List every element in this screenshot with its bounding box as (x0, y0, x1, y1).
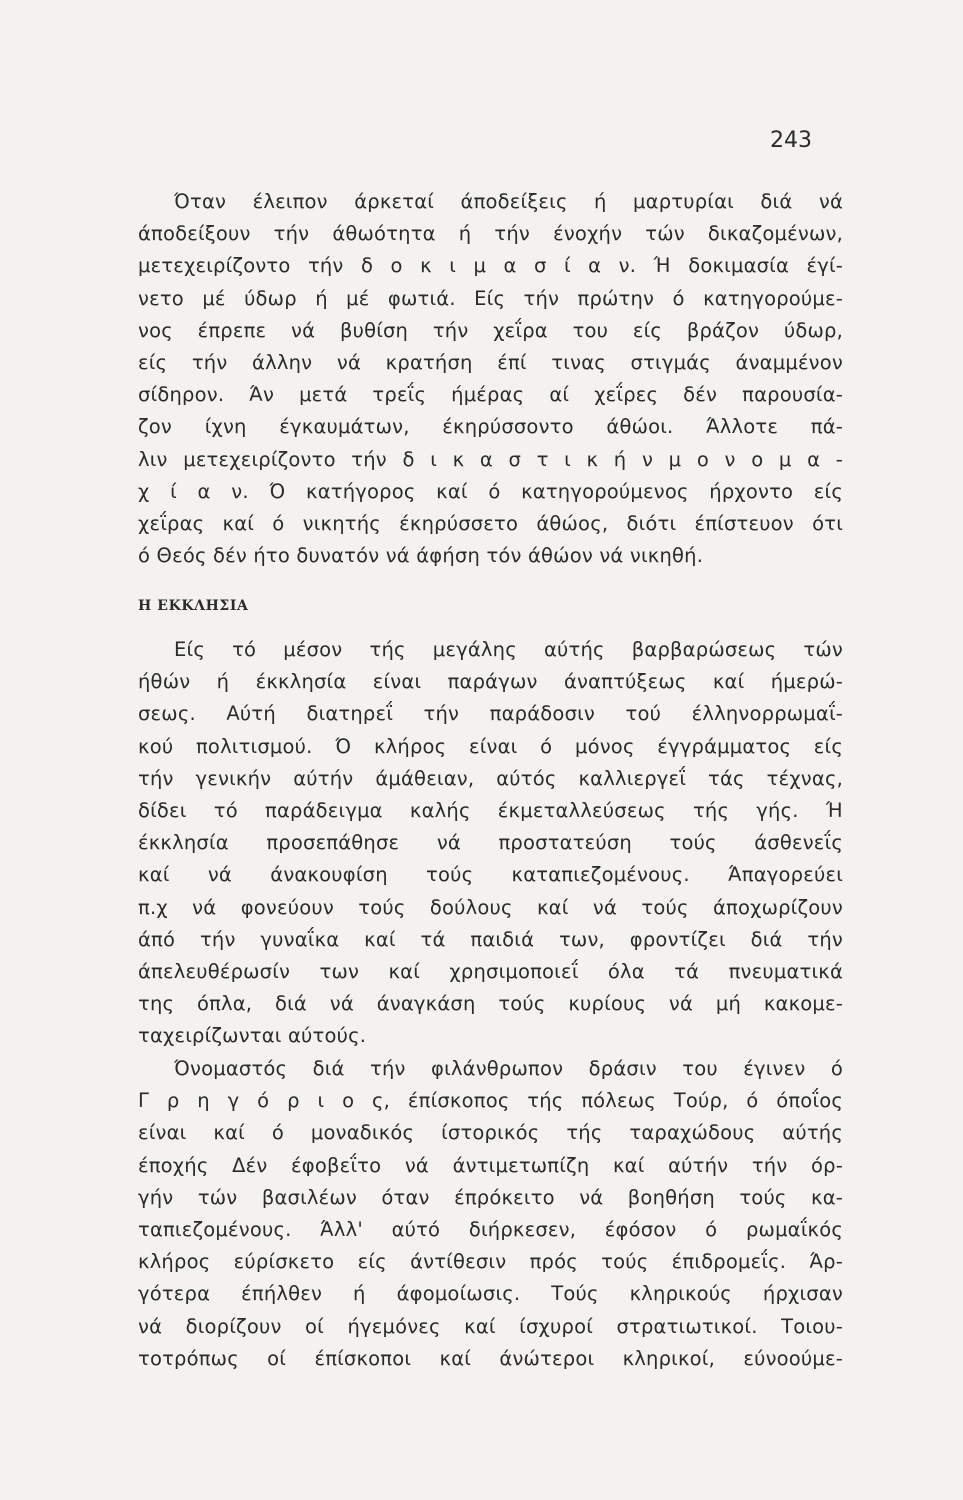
text-line: τήν γενικήν αύτήν άμάθειαν, αύτός καλλιεργεΐ τάς τέχνας, (138, 766, 843, 790)
text-line: άπελευθέρωσίν των καί χρησιμοποιεΐ όλα τά πνευματικά (138, 959, 843, 983)
text-line: Όνομαστός διά τήν φιλάνθρωπον δράσιν του έγινεν ό (174, 1057, 843, 1080)
text-line: κλήρος εύρίσκετο είς άντίθεσιν πρός τούς έπιδρομεΐς. Άρ- (138, 1250, 843, 1274)
text-line: είναι καί ό μοναδικός ίστορικός τής ταραχώδους αύτής (138, 1121, 843, 1145)
text-line: είς τήν άλλην νά κρατήση έπί τινας στιγμάς άναμμένον (138, 350, 843, 374)
text-line: Όταν έλειπον άρκεταί άποδείξεις ή μαρτυρίαι διά νά (174, 190, 843, 213)
paragraph-gregory (138, 1053, 843, 1375)
text-line: άποδείξουν τήν άθωότητα ή τήν ένοχήν τών δικαζομένων, (138, 222, 843, 246)
section-heading: Η ΕΚΚΛΗΣΙΑ (138, 598, 249, 614)
text-line: καί νά άνακουφίση τούς καταπιεζομένους. Άπαγορεύει (138, 863, 843, 887)
text-line: έποχής Δέν έφοβεΐτο νά άντιμετωπίζη καί αύτήν τήν όρ- (138, 1153, 843, 1177)
text-line: της όπλα, διά νά άναγκάση τούς κυρίους νά μή κακομε- (138, 992, 843, 1016)
text-line: άπό τήν γυναΐκα καί τά παιδιά των, φροντίζει διά τήν (138, 927, 843, 951)
text-line: ήθών ή έκκλησία είναι παράγων άναπτύξεως καί ήμερώ- (138, 670, 843, 694)
text-line: ταπιεζομένους. Άλλ' αύτό διήρκεσεν, έφόσον ό ρωμαΐκός (138, 1217, 843, 1241)
text-line: Γ ρ η γ ό ρ ι ο ς, έπίσκοπος τής πόλεως Τούρ, ό όποΐος (138, 1089, 843, 1113)
text-line: Είς τό μέσον τής μεγάλης αύτής βαρβαρώσεως τών (174, 638, 843, 661)
text-line: σεως. Αύτή διατηρεΐ τήν παράδοσιν τού έλληνορρωμαΐ- (138, 702, 843, 726)
text-line: γότερα έπήλθεν ή άφομοίωσις. Τούς κληρικούς ήρχισαν (138, 1282, 843, 1306)
text-line: ζον ίχνη έγκαυμάτων, έκηρύσσοντο άθώοι. Άλλοτε πά- (138, 415, 843, 439)
text-line: τοτρόπως οί έπίσκοποι καί άνώτεροι κληρικοί, εύνοούμε- (138, 1346, 843, 1370)
text-line: χ ί α ν. Ό κατήγορος καί ό κατηγορούμενος ήρχοντο είς (138, 479, 843, 503)
text-line: δίδει τό παράδειγμα καλής έκμεταλλεύσεως τής γής. Ή (138, 798, 843, 822)
text-line: σίδηρον. Άν μετά τρεΐς ήμέρας αί χεΐρες δέν παρουσία- (138, 383, 843, 407)
text-line: ό Θεός δέν ήτο δυνατόν νά άφήση τόν άθώον νά νικηθή. (138, 544, 704, 568)
text-line: νετο μέ ύδωρ ή μέ φωτιά. Είς τήν πρώτην ό κατηγορούμε- (138, 286, 843, 310)
text-line: έκκλησία προσεπάθησε νά προστατεύση τούς άσθενεΐς (138, 831, 843, 855)
paragraph-ordeals (138, 186, 843, 572)
text-line: π.χ νά φονεύουν τούς δούλους καί νά τούς άποχωρίζουν (138, 895, 843, 919)
text-line: ταχειρίζωνται αύτούς. (138, 1024, 367, 1048)
paragraph-church (138, 634, 843, 1052)
page-number: 243 (770, 128, 812, 153)
text-line: κού πολιτισμού. Ό κλήρος είναι ό μόνος έγγράμματος είς (138, 734, 843, 758)
text-line: γήν τών βασιλέων όταν έπρόκειτο νά βοηθήση τούς κα- (138, 1185, 843, 1209)
text-line: νά διορίζουν οί ήγεμόνες καί ίσχυροί στρατιωτικοί. Τοιου- (138, 1314, 843, 1338)
text-line: χεΐρας καί ό νικητής έκηρύσσετο άθώος, διότι έπίστευον ότι (138, 511, 843, 535)
text-line: μετεχειρίζοντο τήν δ ο κ ι μ α σ ί α ν. Ή δοκιμασία έγί- (138, 254, 843, 278)
text-line: νος έπρεπε νά βυθίση τήν χεΐρα του είς βράζον ύδωρ, (138, 318, 843, 342)
text-line: λιν μετεχειρίζοντο τήν δ ι κ α σ τ ι κ ή ν μ ο ν ο μ α - (138, 447, 843, 471)
